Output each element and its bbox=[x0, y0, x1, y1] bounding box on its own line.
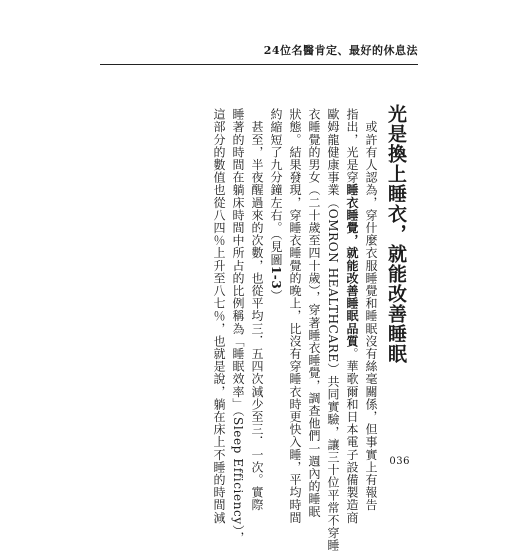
bold-phrase: 睡衣睡覺，就能改善睡眠品質 bbox=[345, 183, 359, 348]
body-line: 衣睡覺的男女（二十歲至四十歲），穿著睡衣睡覺，調查他們一週內的睡眠 bbox=[307, 108, 321, 518]
header-rule bbox=[100, 64, 418, 65]
body-line-tail: 。華歌爾和日本電子設備製造商 bbox=[345, 347, 359, 524]
body-line-head: 約縮短了九分鐘左右。（見圖 bbox=[269, 108, 283, 266]
body-line: 狀態。結果發現，穿睡衣睡覺的晚上，比沒有穿睡衣時更快入睡，平均時間 bbox=[288, 108, 302, 524]
body-line: 睡著的時間在躺床時間中所占的比例稱為「睡眠效率」（Sleep Efficiency）， bbox=[231, 108, 245, 544]
body-line: 歐姆龍健康事業（OMRON HEALTHCARE）共同實驗，讓三十位平常不穿睡 bbox=[326, 108, 340, 552]
section-title: 光是換上睡衣，就能改善睡眠 bbox=[385, 104, 407, 364]
body-line: 這部分的數值也從八四％上升至八七％，也就是說，躺在床上不睡的時間減 bbox=[212, 108, 226, 524]
running-header: 24位名醫肯定、最好的休息法 bbox=[263, 44, 418, 57]
body-line bbox=[342, 108, 361, 524]
body-line: 或許有人認為，穿什麼衣服睡覺和睡眠沒有絲毫關係，但事實上有報告 bbox=[364, 108, 378, 512]
body-line-head: 指出，光是穿 bbox=[345, 108, 359, 184]
figure-reference: 1-3 bbox=[269, 265, 283, 290]
page-number: 036 bbox=[389, 456, 410, 467]
figure-ref-close: ） bbox=[269, 289, 283, 302]
body-text bbox=[209, 108, 380, 552]
body-line: 甚至，半夜醒過來的次數，也從平均三．五四次減少至三．一次。實際 bbox=[250, 108, 264, 512]
body-line bbox=[266, 108, 285, 438]
